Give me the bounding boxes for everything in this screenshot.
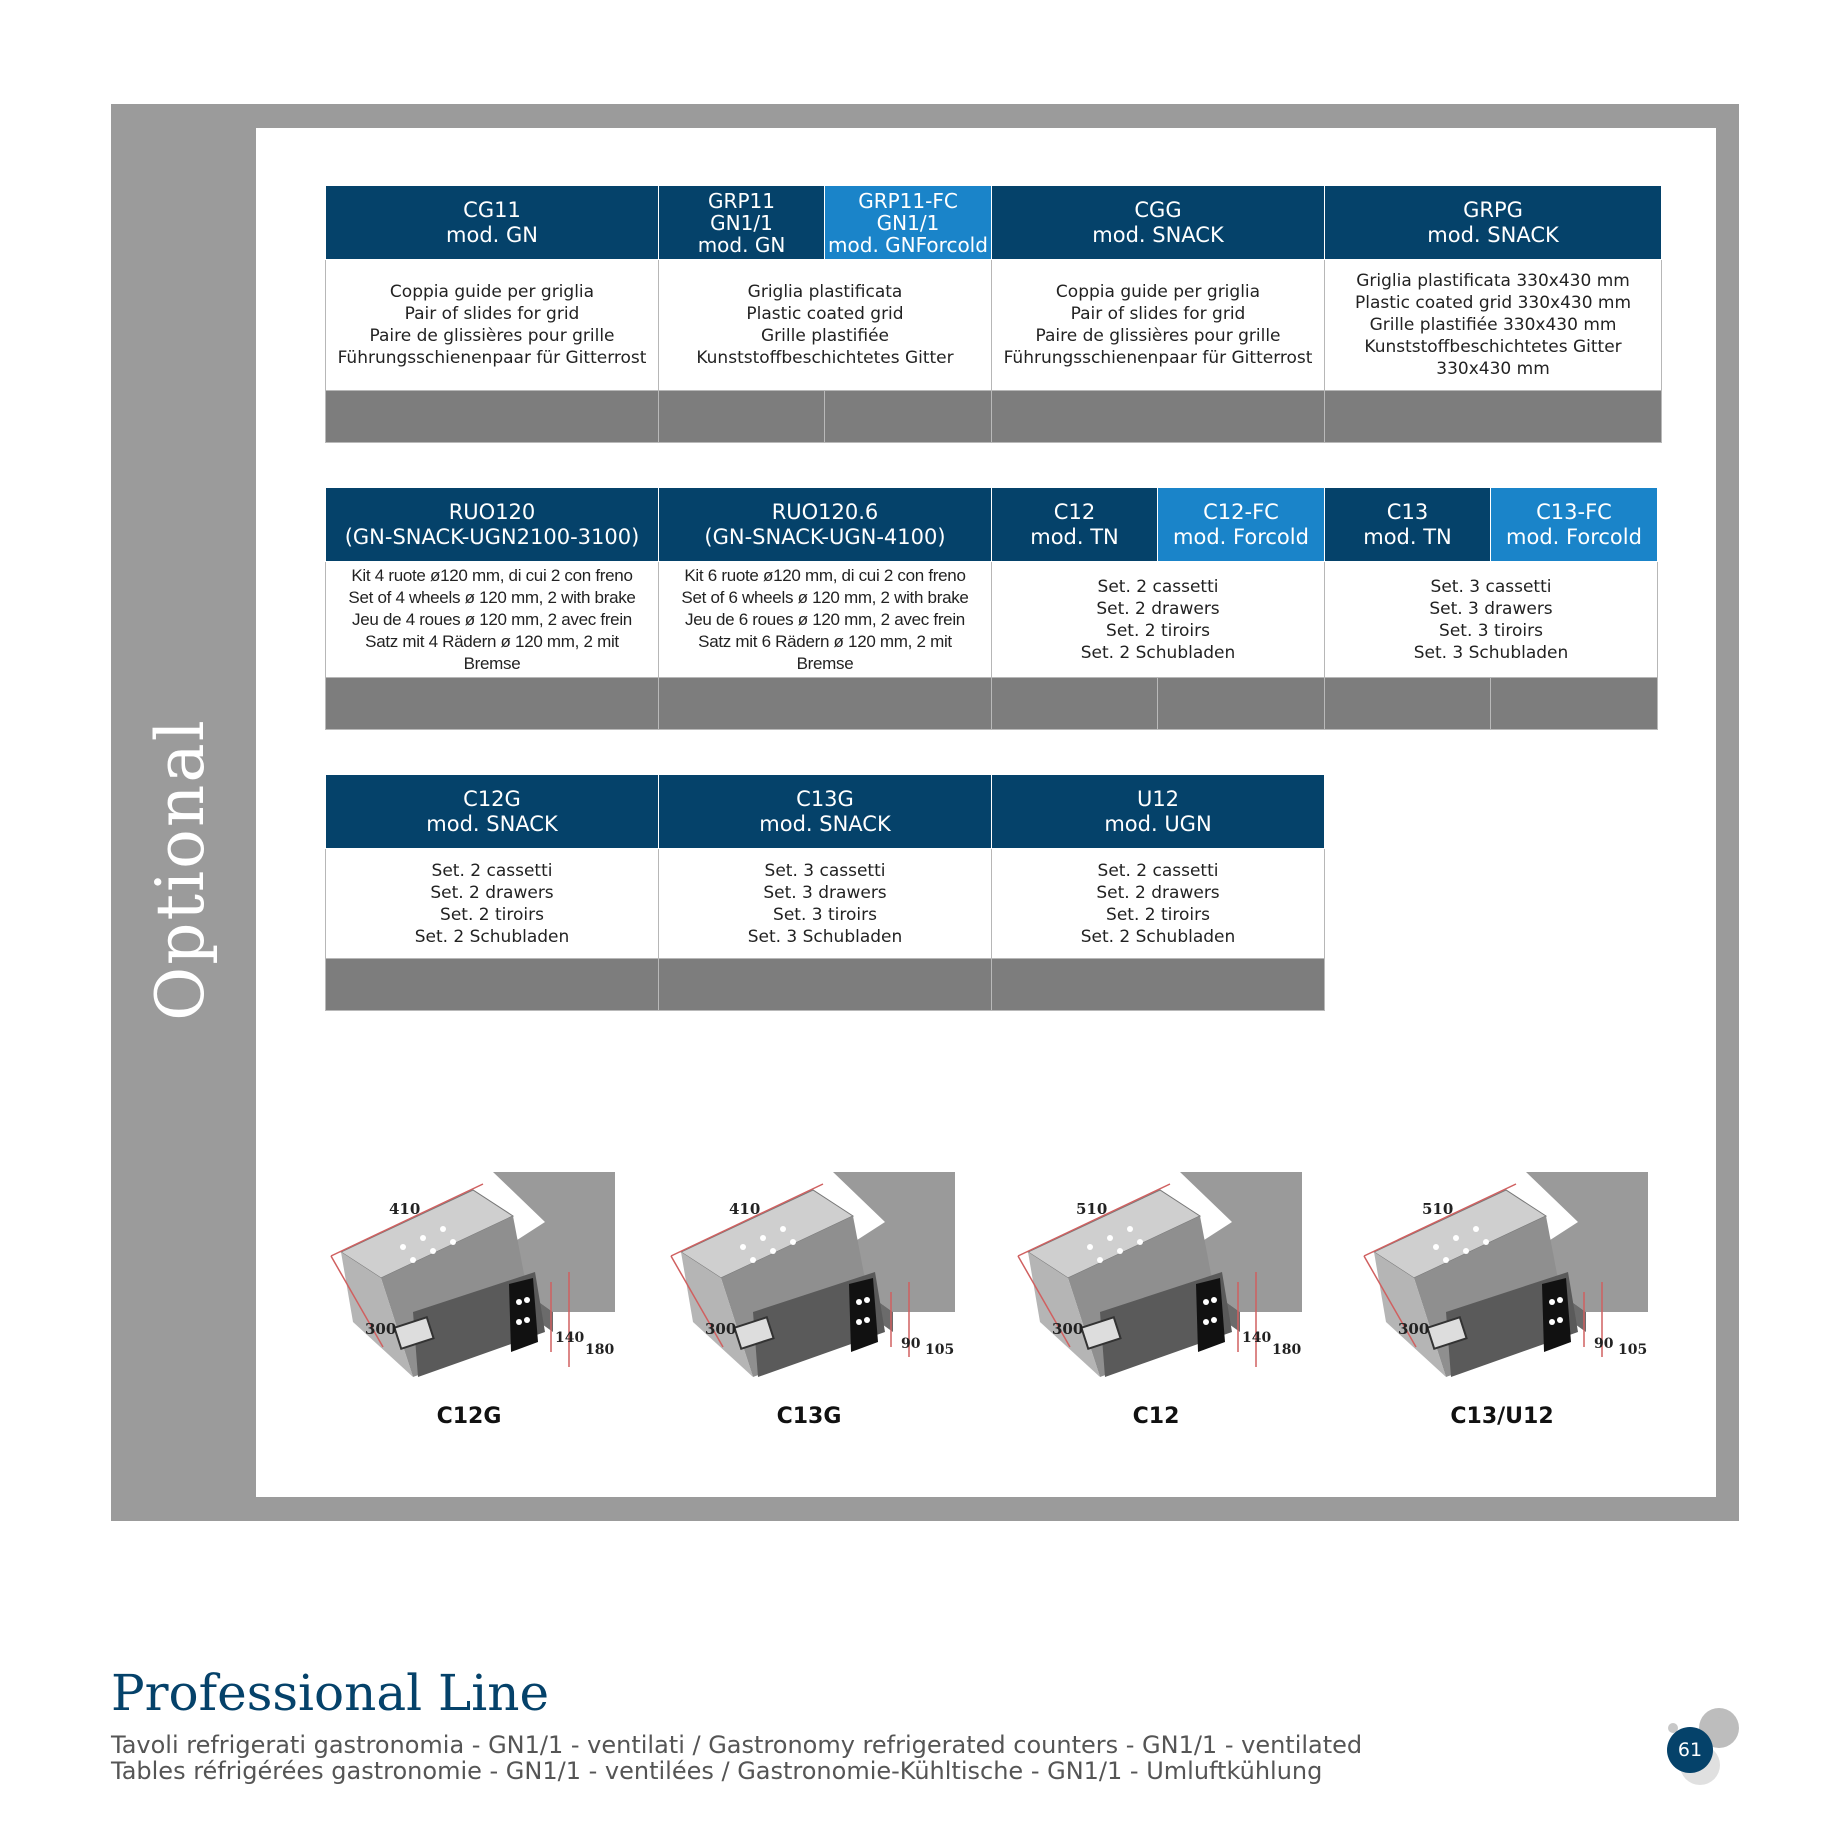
drawer-drawing xyxy=(1356,1172,1648,1387)
drawing-inner-height-label: 140 xyxy=(555,1330,585,1346)
page-number: 61 xyxy=(1667,1727,1713,1773)
header-grpg: GRPG mod. SNACK xyxy=(1325,186,1662,260)
drawing-inner-height-label: 90 xyxy=(1594,1336,1614,1352)
price-cell xyxy=(992,391,1325,443)
drawing-inner-height-label: 140 xyxy=(1242,1330,1272,1346)
price-cell xyxy=(659,391,825,443)
price-cell xyxy=(326,678,659,730)
header-grp11-fc: GRP11-FC GN1/1 mod. GNForcold xyxy=(825,186,992,260)
price-cell xyxy=(1325,678,1491,730)
drawing-width-label: 410 xyxy=(729,1200,761,1218)
drawing-caption: C12G xyxy=(436,1404,502,1429)
header-cg11: CG11 mod. GN xyxy=(326,186,659,260)
price-cell xyxy=(326,391,659,443)
options-table-snack-drawers xyxy=(325,774,1325,1011)
brand-title: Professional Line xyxy=(111,1664,550,1722)
drawing-inner-height-label: 90 xyxy=(901,1336,921,1352)
drawer-drawing xyxy=(1010,1172,1302,1387)
drawing-caption: C12 xyxy=(1132,1404,1180,1429)
price-cell xyxy=(326,959,659,1011)
price-cell xyxy=(1158,678,1325,730)
desc-c12g: Set. 2 cassetti Set. 2 drawers Set. 2 tiroirs Set. 2 Schubladen xyxy=(326,849,659,959)
price-cell xyxy=(1491,678,1658,730)
drawing-depth-label: 300 xyxy=(705,1320,737,1338)
drawing-depth-label: 300 xyxy=(1398,1320,1430,1338)
price-cell xyxy=(992,678,1158,730)
header-ruo120: RUO120 (GN-SNACK-UGN2100-3100) xyxy=(326,488,659,562)
header-c13: C13 mod. TN xyxy=(1325,488,1491,562)
header-cgg: CGG mod. SNACK xyxy=(992,186,1325,260)
drawing-width-label: 510 xyxy=(1422,1200,1454,1218)
drawing-caption: C13G xyxy=(776,1404,842,1429)
desc-ruo120-6: Kit 6 ruote ø120 mm, di cui 2 con freno Set of 6 wheels ø 120 mm, 2 with brake Jeu de 6 roues ø 120 mm, 2 avec frein Satz mit 6 Rädern ø 120 mm, 2 mit Bremse xyxy=(659,562,992,678)
price-cell xyxy=(659,678,992,730)
price-cell xyxy=(1325,391,1662,443)
desc-u12: Set. 2 cassetti Set. 2 drawers Set. 2 tiroirs Set. 2 Schubladen xyxy=(992,849,1325,959)
header-grp11: GRP11 GN1/1 mod. GN xyxy=(659,186,825,260)
desc-c12: Set. 2 cassetti Set. 2 drawers Set. 2 tiroirs Set. 2 Schubladen xyxy=(992,562,1325,678)
header-u12: U12 mod. UGN xyxy=(992,775,1325,849)
header-c13-fc: C13-FC mod. Forcold xyxy=(1491,488,1658,562)
desc-cg11: Coppia guide per griglia Pair of slides for grid Paire de glissières pour grille Führungsschienenpaar für Gitterrost xyxy=(326,260,659,391)
header-c13g: C13G mod. SNACK xyxy=(659,775,992,849)
drawing-depth-label: 300 xyxy=(365,1320,397,1338)
drawing-depth-label: 300 xyxy=(1052,1320,1084,1338)
decor-dot xyxy=(1716,1710,1724,1718)
desc-c13: Set. 3 cassetti Set. 3 drawers Set. 3 tiroirs Set. 3 Schubladen xyxy=(1325,562,1658,678)
options-table-wheels-drawers xyxy=(325,487,1658,730)
drawing-outer-height-label: 105 xyxy=(1618,1342,1648,1358)
price-cell xyxy=(825,391,992,443)
price-cell xyxy=(659,959,992,1011)
header-ruo120-6: RUO120.6 (GN-SNACK-UGN-4100) xyxy=(659,488,992,562)
drawing-outer-height-label: 180 xyxy=(1272,1342,1302,1358)
options-table-grids xyxy=(325,185,1662,443)
desc-grpg: Griglia plastificata 330x430 mm Plastic coated grid 330x430 mm Grille plastifiée 330x430 mm Kunststoffbeschichtetes Gitter 330x430 mm xyxy=(1325,260,1662,391)
drawing-width-label: 510 xyxy=(1076,1200,1108,1218)
header-c12: C12 mod. TN xyxy=(992,488,1158,562)
drawer-drawing xyxy=(663,1172,955,1387)
drawing-caption: C13/U12 xyxy=(1450,1404,1554,1429)
header-c12g: C12G mod. SNACK xyxy=(326,775,659,849)
header-c12-fc: C12-FC mod. Forcold xyxy=(1158,488,1325,562)
drawing-width-label: 410 xyxy=(389,1200,421,1218)
desc-cgg: Coppia guide per griglia Pair of slides for grid Paire de glissières pour grille Führungsschienenpaar für Gitterrost xyxy=(992,260,1325,391)
drawing-outer-height-label: 105 xyxy=(925,1342,955,1358)
desc-grp11: Griglia plastificata Plastic coated grid Grille plastifiée Kunststoffbeschichtetes Gitter xyxy=(659,260,992,391)
section-title: Optional xyxy=(141,717,219,1021)
footer-subtitle-line-1: Tavoli refrigerati gastronomia - GN1/1 - ventilati / Gastronomy refrigerated counters - GN1/1 - ventilated xyxy=(111,1731,1363,1759)
desc-ruo120: Kit 4 ruote ø120 mm, di cui 2 con freno Set of 4 wheels ø 120 mm, 2 with brake Jeu de 4 roues ø 120 mm, 2 avec frein Satz mit 4 Rädern ø 120 mm, 2 mit Bremse xyxy=(326,562,659,678)
price-cell xyxy=(992,959,1325,1011)
footer-subtitle-line-2: Tables réfrigérées gastronomie - GN1/1 - ventilées / Gastronomie-Kühltische - GN1/1 - Umluftkühlung xyxy=(111,1757,1323,1785)
drawer-drawing xyxy=(323,1172,615,1387)
desc-c13g: Set. 3 cassetti Set. 3 drawers Set. 3 tiroirs Set. 3 Schubladen xyxy=(659,849,992,959)
drawing-outer-height-label: 180 xyxy=(585,1342,615,1358)
